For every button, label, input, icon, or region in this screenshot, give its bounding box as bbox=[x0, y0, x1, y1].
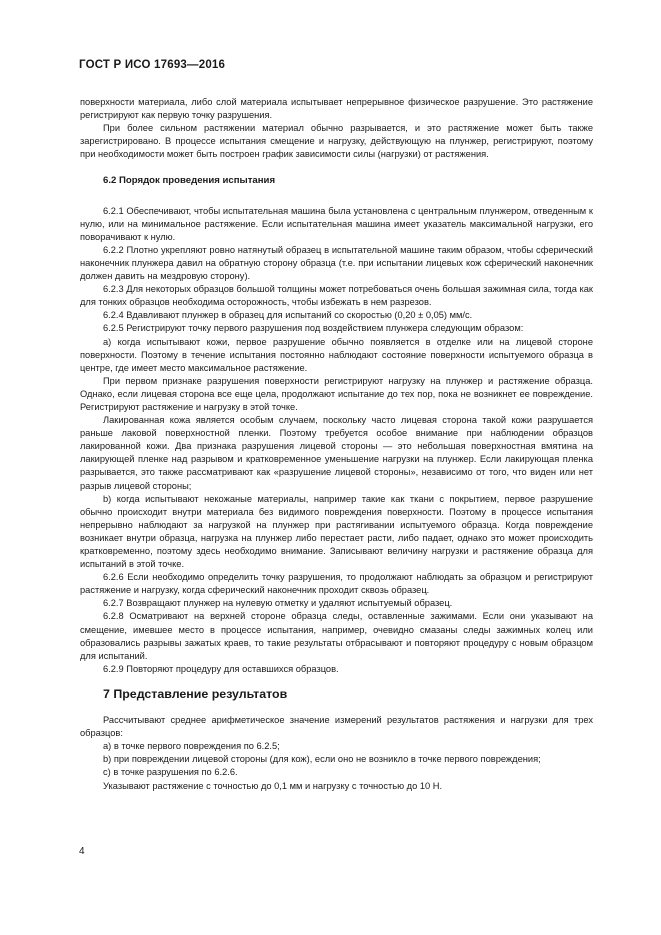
paragraph: При более сильном растяжении материал обычно разрывается, и это растяжение может быть также зарегистрировано. В процессе испытания смещение и нагрузку, действующую на плунжер, регистрируют, поэтому при необходимости может быть построен график зависимости силы (нагрузки) от растяжения. bbox=[80, 123, 593, 160]
clause-6-2-5: 6.2.5 Регистрируют точку первого разрушения под воздействием плунжера следующим образом: bbox=[103, 323, 524, 334]
list-item-a: а) когда испытывают кожи, первое разрушение обычно появляется в отделке или на лицевой стороне поверхности. Поэтому в течение испытания постоянно наблюдают состояние поверхности испытуемого образца в центре, где имеет место максимальное растяжение. bbox=[80, 336, 593, 373]
clause-6-2-8: 6.2.8 Осматривают на верхней стороне образца следы, оставленные зажимами. Если они указывают на смещение, имевшее место в процессе испытания, например, очевидно смазаны следы зажимных колец или образовались разрывы зажатых краев, то такие результаты отбрасывают и повторяют процедуру с новым образцом для испытаний. bbox=[80, 611, 593, 661]
clause-6-2-4: 6.2.4 Вдавливают плунжер в образец для испытаний со скоростью (0,20 ± 0,05) мм/с. bbox=[103, 310, 473, 321]
clause-6-2-7: 6.2.7 Возвращают плунжер на нулевую отметку и удаляют испытуемый образец. bbox=[103, 598, 453, 609]
list-item-b: b) при повреждении лицевой стороны (для кож), если оно не возникло в точке первого повреждения; bbox=[103, 754, 541, 765]
clause-6-2-3: 6.2.3 Для некоторых образцов большой толщины может потребоваться очень большая зажимная сила, тогда как для тонких образцов необходима осторожность, чтобы избежать в нем разрезов. bbox=[80, 284, 593, 308]
section-heading-7: 7 Представление результатов bbox=[103, 686, 288, 701]
paragraph: Указывают растяжение с точностью до 0,1 мм и нагрузку с точностью до 10 Н. bbox=[103, 780, 443, 791]
clause-6-2-6: 6.2.6 Если необходимо определить точку разрушения, то продолжают наблюдать за образцом и регистрируют растяжение и нагрузку, когда сферический наконечник проходит сквозь образец. bbox=[80, 572, 593, 596]
paragraph: При первом признаке разрушения поверхности регистрируют нагрузку на плунжер и растяжение образца. Однако, если лицевая сторона все еще цела, продолжают испытание до тех пор, пока не возникнет ее повреждение. Регистрируют растяжение и нагрузку в этой точке. bbox=[80, 375, 593, 412]
section-heading-6-2: 6.2 Порядок проведения испытания bbox=[103, 175, 276, 187]
paragraph: Лакированная кожа является особым случаем, поскольку часто лицевая сторона такой кожи разрушается раньше лаковой поверхностной пленки. Поэтому требуется особое внимание при наблюдении образцов лакированной кожи. Два признака разрушения лицевой стороны — это небольшая поверхностная вмятина на лакирующей пленке над разрывом и кратковременное уменьшение нагрузки на плунжер. Если лакирующая пленка разрывается, это также рассматривают как «разрушение лицевой стороны», независимо от того, что виден или нет разрыв лицевой стороны; bbox=[80, 415, 593, 491]
clause-6-2-9: 6.2.9 Повторяют процедуру для оставшихся образцов. bbox=[103, 663, 339, 674]
clause-6-2-1: 6.2.1 Обеспечивают, чтобы испытательная машина была установлена с центральным плунжером, отведенным к нулю, или на минимальное растяжение. Если испытательная машина имеет указатель максимальной нагрузки, его поворачивают к нулю. bbox=[80, 205, 593, 242]
page-number: 4 bbox=[79, 846, 85, 857]
list-item-b: b) когда испытывают некожаные материалы, например такие как ткани с покрытием, первое разрушение обычно происходит внутри материала без видимого повреждения поверхности. Поэтому в процессе испытания непрерывно наблюдают за нагрузкой на плунжер при растягивании испытуемого образца. Когда повреждение возникает внутри образца, нагрузка на плунжер либо перестает расти, либо падает, однако это может происходить кратковременно, поэтому здесь необходимо внимание. Записывают величину нагрузки и растяжение образца для испытаний в этой точке. bbox=[80, 493, 593, 570]
list-item-a: а) в точке первого повреждения по 6.2.5; bbox=[103, 741, 280, 752]
document-header: ГОСТ Р ИСО 17693—2016 bbox=[79, 59, 226, 71]
paragraph: поверхности материала, либо слой материала испытывает непрерывное физическое разрушение. Это растяжение регистрируют как первую точку разрушения. bbox=[80, 97, 593, 121]
paragraph: Рассчитывают среднее арифметическое значение измерений результатов растяжения и нагрузки для трех образцов: bbox=[80, 715, 593, 739]
clause-6-2-2: 6.2.2 Плотно укрепляют ровно натянутый образец в испытательной машине таким образом, чтобы сферический наконечник плунжера давил на обратную сторону образца (т.е. при испытании лицевых кож сферический наконечник должен давить на мездровую сторону). bbox=[80, 244, 593, 282]
list-item-c: с) в точке разрушения по 6.2.6. bbox=[103, 767, 238, 778]
document-body bbox=[80, 96, 593, 793]
